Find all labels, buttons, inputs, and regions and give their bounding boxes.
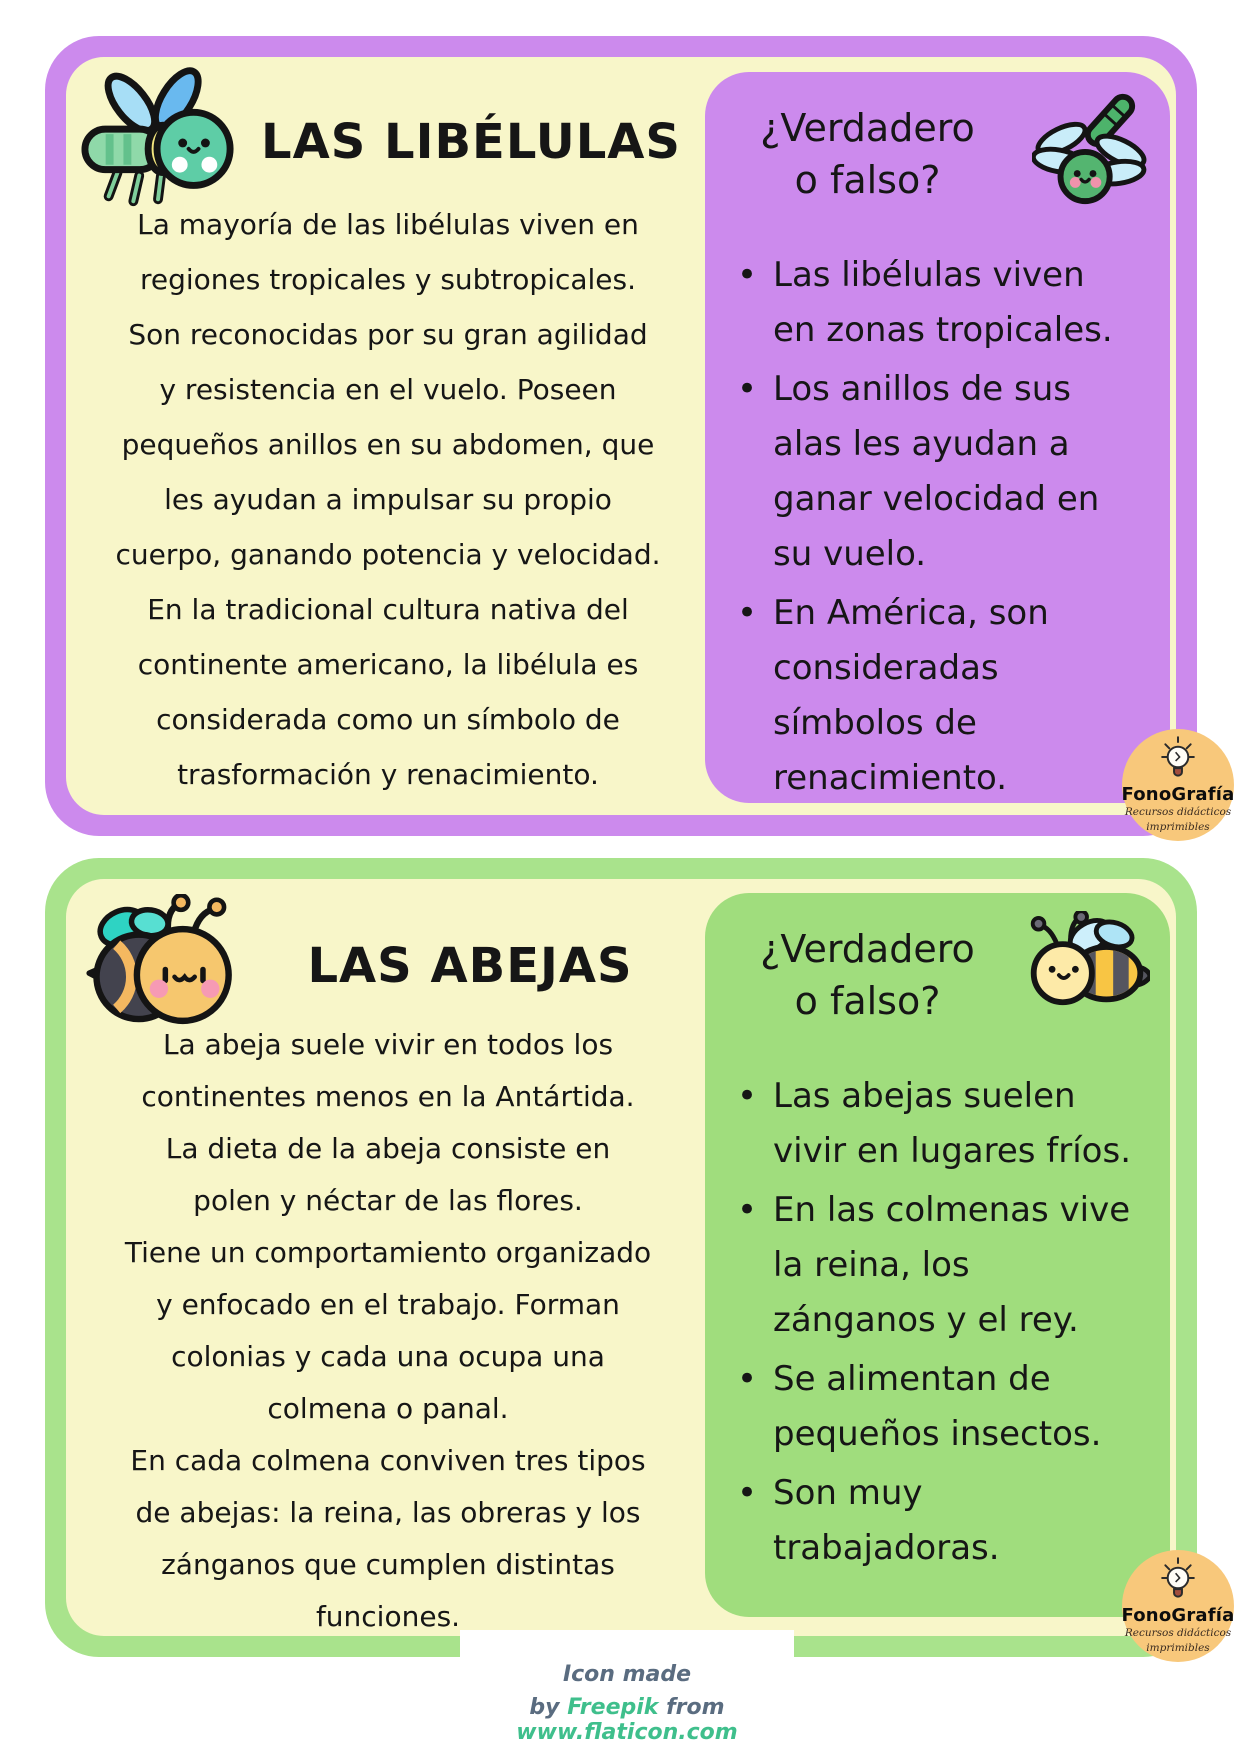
bee-side-icon — [80, 894, 236, 1038]
quiz-bullet — [735, 248, 1134, 358]
quiz-bullet — [735, 1183, 1134, 1348]
card-libelulas-body — [74, 197, 702, 802]
card-abejas — [45, 858, 1235, 1657]
body-line: La dieta de la abeja consiste en — [165, 1132, 611, 1165]
quiz-panel-libelulas — [705, 72, 1170, 803]
body-line: colonias y cada una ocupa una — [171, 1340, 605, 1373]
body-line: continente americano, la libélula es — [137, 648, 639, 681]
attribution-footer — [460, 1630, 794, 1745]
dragonfly-top-icon — [1032, 90, 1150, 212]
quiz-heading-line1: ¿Verdadero — [760, 927, 975, 971]
badge-tagline-line1: Recursos didácticos — [1124, 806, 1232, 819]
fonografia-badge — [1122, 1550, 1234, 1662]
quiz-bullet — [735, 362, 1134, 582]
badge-brand: FonoGrafía — [1121, 784, 1235, 806]
lightbulb-icon — [1159, 1556, 1197, 1604]
quiz-bullet-text: En América, son consideradas símbolos de renacimiento. — [773, 593, 1049, 798]
body-line: La mayoría de las libélulas viven en — [137, 208, 639, 241]
fonografia-badge — [1122, 729, 1234, 841]
body-line: y enfocado en el trabajo. Forman — [156, 1288, 620, 1321]
freepik-link[interactable]: Freepik — [567, 1695, 659, 1720]
attribution-from: from — [666, 1695, 725, 1720]
quiz-bullet-text: En las colmenas vive la reina, los zánganos y el rey. — [773, 1190, 1131, 1340]
badge-brand: FonoGrafía — [1121, 1605, 1235, 1627]
body-line: les ayudan a impulsar su propio — [164, 483, 612, 516]
quiz-bullet — [735, 586, 1134, 806]
flaticon-link[interactable]: www.flaticon.com — [516, 1720, 738, 1745]
body-line: continentes menos en la Antártida. — [141, 1080, 635, 1113]
body-line: colmena o panal. — [267, 1392, 509, 1425]
quiz-panel-abejas — [705, 893, 1170, 1617]
card-libelulas-panel — [66, 57, 1235, 833]
body-line: regiones tropicales y subtropicales. — [139, 263, 637, 296]
dragonfly-side-icon — [80, 65, 238, 219]
quiz-heading — [729, 917, 1006, 1027]
body-line: cuerpo, ganando potencia y velocidad. — [115, 538, 661, 571]
body-line: trasformación y renacimiento. — [177, 758, 599, 791]
quiz-bullet-text: Se alimentan de pequeños insectos. — [773, 1359, 1102, 1454]
quiz-list — [729, 1069, 1134, 1576]
card-abejas-title: LAS ABEJAS — [307, 938, 633, 994]
body-line: La abeja suele vivir en todos los — [162, 1028, 614, 1061]
body-line: funciones. — [315, 1600, 461, 1633]
quiz-heading-line2: o falso? — [794, 979, 941, 1023]
quiz-bullet-text: Las abejas suelen vivir en lugares fríos. — [773, 1076, 1131, 1171]
quiz-heading-row — [729, 96, 1134, 218]
attribution-line1: Icon made — [562, 1662, 692, 1687]
card-abejas-panel — [66, 879, 1235, 1654]
quiz-bullet-text: Son muy trabajadoras. — [773, 1473, 1000, 1568]
quiz-heading — [729, 96, 1006, 206]
quiz-bullet — [735, 1069, 1134, 1179]
quiz-heading-row — [729, 917, 1134, 1039]
attribution-line2 — [460, 1695, 794, 1745]
body-line: de abejas: la reina, las obreras y los — [135, 1496, 641, 1529]
quiz-heading-line2: o falso? — [794, 158, 941, 202]
badge-tagline-line1: Recursos didácticos — [1124, 1627, 1232, 1640]
quiz-bullet — [735, 1352, 1134, 1462]
quiz-heading-line1: ¿Verdadero — [760, 106, 975, 150]
body-line: En la tradicional cultura nativa del — [147, 593, 629, 626]
attribution-by: by — [529, 1695, 560, 1720]
body-line: considerada como un símbolo de — [156, 703, 620, 736]
body-line: pequeños anillos en su abdomen, que — [121, 428, 655, 461]
quiz-bullet-text: Las libélulas viven en zonas tropicales. — [773, 255, 1113, 350]
lightbulb-icon — [1159, 735, 1197, 783]
card-libelulas — [45, 36, 1235, 836]
card-abejas-body — [74, 1019, 702, 1643]
body-line: zánganos que cumplen distintas — [161, 1548, 615, 1581]
badge-tagline-line2: imprimibles — [1146, 1642, 1210, 1654]
body-line: Tiene un comportamiento organizado — [124, 1236, 652, 1269]
bee-flying-icon — [1024, 911, 1150, 1019]
body-line: Son reconocidas por su gran agilidad — [128, 318, 648, 351]
body-line: En cada colmena conviven tres tipos — [130, 1444, 646, 1477]
body-line: y resistencia en el vuelo. Poseen — [159, 373, 617, 406]
quiz-bullet — [735, 1466, 1134, 1576]
card-libelulas-title: LAS LIBÉLULAS — [261, 114, 681, 170]
quiz-bullet-text: Los anillos de sus alas les ayudan a ganar velocidad en su vuelo. — [773, 369, 1100, 574]
quiz-list — [729, 248, 1134, 806]
body-line: polen y néctar de las flores. — [193, 1184, 583, 1217]
badge-tagline-line2: imprimibles — [1146, 821, 1210, 833]
